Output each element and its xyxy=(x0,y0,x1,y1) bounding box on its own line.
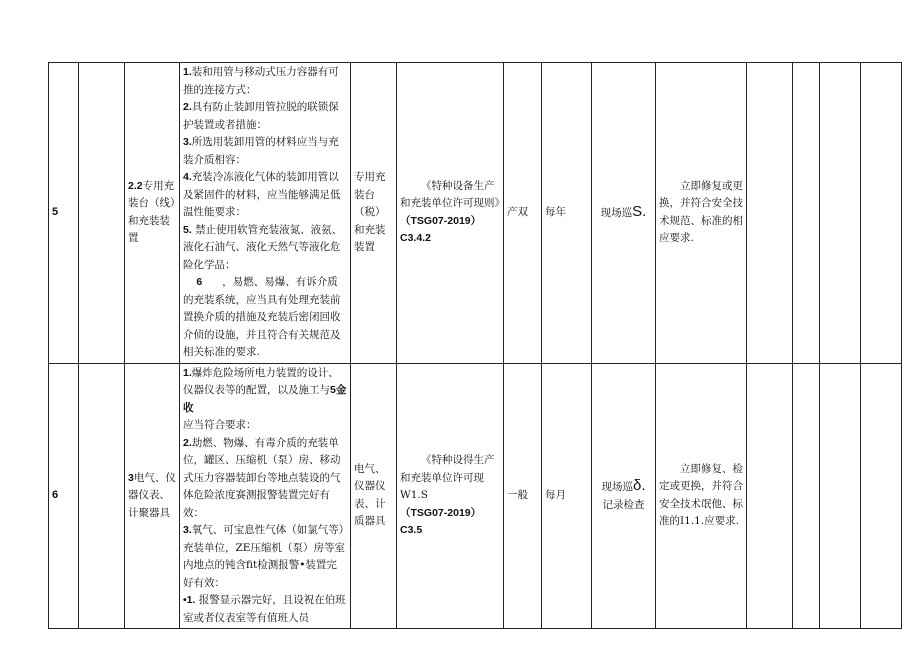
list-item: •1. 报警显示器完好，且设祝在伯班室或者仪表室等有值班人员 xyxy=(183,594,346,624)
empty-cell xyxy=(747,363,793,629)
empty-cell xyxy=(793,363,820,629)
list-item: 3.所选用装卸用管的材料应当与充装介质相容： xyxy=(183,136,339,166)
risk-level: 一般 xyxy=(504,363,542,629)
row-number: 6 xyxy=(49,363,79,629)
list-item: 2.具有防止装卸用管拉脱的联锁保护装置或者措施： xyxy=(183,101,339,131)
empty-cell xyxy=(79,363,125,629)
inspection-items xyxy=(180,63,351,364)
check-method: 现场巡S. xyxy=(592,63,656,364)
check-method: 现场巡δ. 记录检查 xyxy=(592,363,656,629)
list-item: 2.劫燃、物爆、有毒介质的充装单位，罐区、压缩机（泵）房、移动式压力容器装卸台等地点装设的气体危险浓度赛测报警装置完好有效： xyxy=(183,436,341,519)
list-item: 1.装和用管与移动式压力容器有可推的连接方式： xyxy=(183,66,339,96)
empty-cell xyxy=(79,63,125,364)
empty-cell xyxy=(820,63,861,364)
list-item: 4.充装冷冻液化气体的装卸用管以及紧固件的材料，应当能够满足低温性能要求： xyxy=(183,171,341,218)
inspection-object: 电气、仪器仪表、计质器具 xyxy=(351,363,397,629)
list-item: 6 ，易燃、易爆、有诉介质的充装系统，应当具有处理充装前置换介质的措施及充装后密闭回收介侦的设施，并且符合有关规范及相关标准的要求. xyxy=(183,276,341,358)
check-frequency: 每年 xyxy=(542,63,592,364)
table-row xyxy=(49,363,902,629)
risk-level: 产双 xyxy=(504,63,542,364)
inspection-basis: 《特种设得生产和充装单位许可现W1.S （TSG07-2019）C3.5 xyxy=(397,363,504,629)
list-item: 3.氧气、可宝息性气体（如氯气等）充装单位，ZE压缩机（泵）房等室内地点的钝含fit检测报警•装置完好有效： xyxy=(183,524,345,589)
empty-cell xyxy=(793,63,820,364)
empty-cell xyxy=(820,363,861,629)
control-measure: 立即修复、检定或更换，并符合安全技术氓他、标准的I1.1.应要求. xyxy=(656,363,747,629)
list-item: 5. 禁止使用软管充装液氮、液氨、液化石油气、液化天然气等液化危险化学品： xyxy=(183,223,343,271)
empty-cell xyxy=(861,63,902,364)
row-number: 5 xyxy=(49,63,79,364)
inspection-items xyxy=(180,363,351,629)
inspection-table xyxy=(48,62,902,629)
item-name: 3电气、仪器仪表、计聚器具 xyxy=(125,363,180,629)
control-measure: 立即修复或更换，并符合安全技术规范、标准的相应要求. xyxy=(656,63,747,364)
table-row xyxy=(49,63,902,364)
inspection-object: 专用充装台（税）和充装装置 xyxy=(351,63,397,364)
list-item: 应当符合要求： xyxy=(183,419,257,431)
check-frequency: 每月 xyxy=(542,363,592,629)
empty-cell xyxy=(861,363,902,629)
empty-cell xyxy=(747,63,793,364)
list-item: 1.爆炸危险场所电力装置的设计、仪器仪表等的配置，以及施工与5金收 xyxy=(183,366,347,414)
item-name: 2.2专用充装台（线）和充装装置 xyxy=(125,63,180,364)
inspection-basis: 《特种设备生产和充装单位许可现则》 （TSG07-2019）C3.4.2 xyxy=(397,63,504,364)
